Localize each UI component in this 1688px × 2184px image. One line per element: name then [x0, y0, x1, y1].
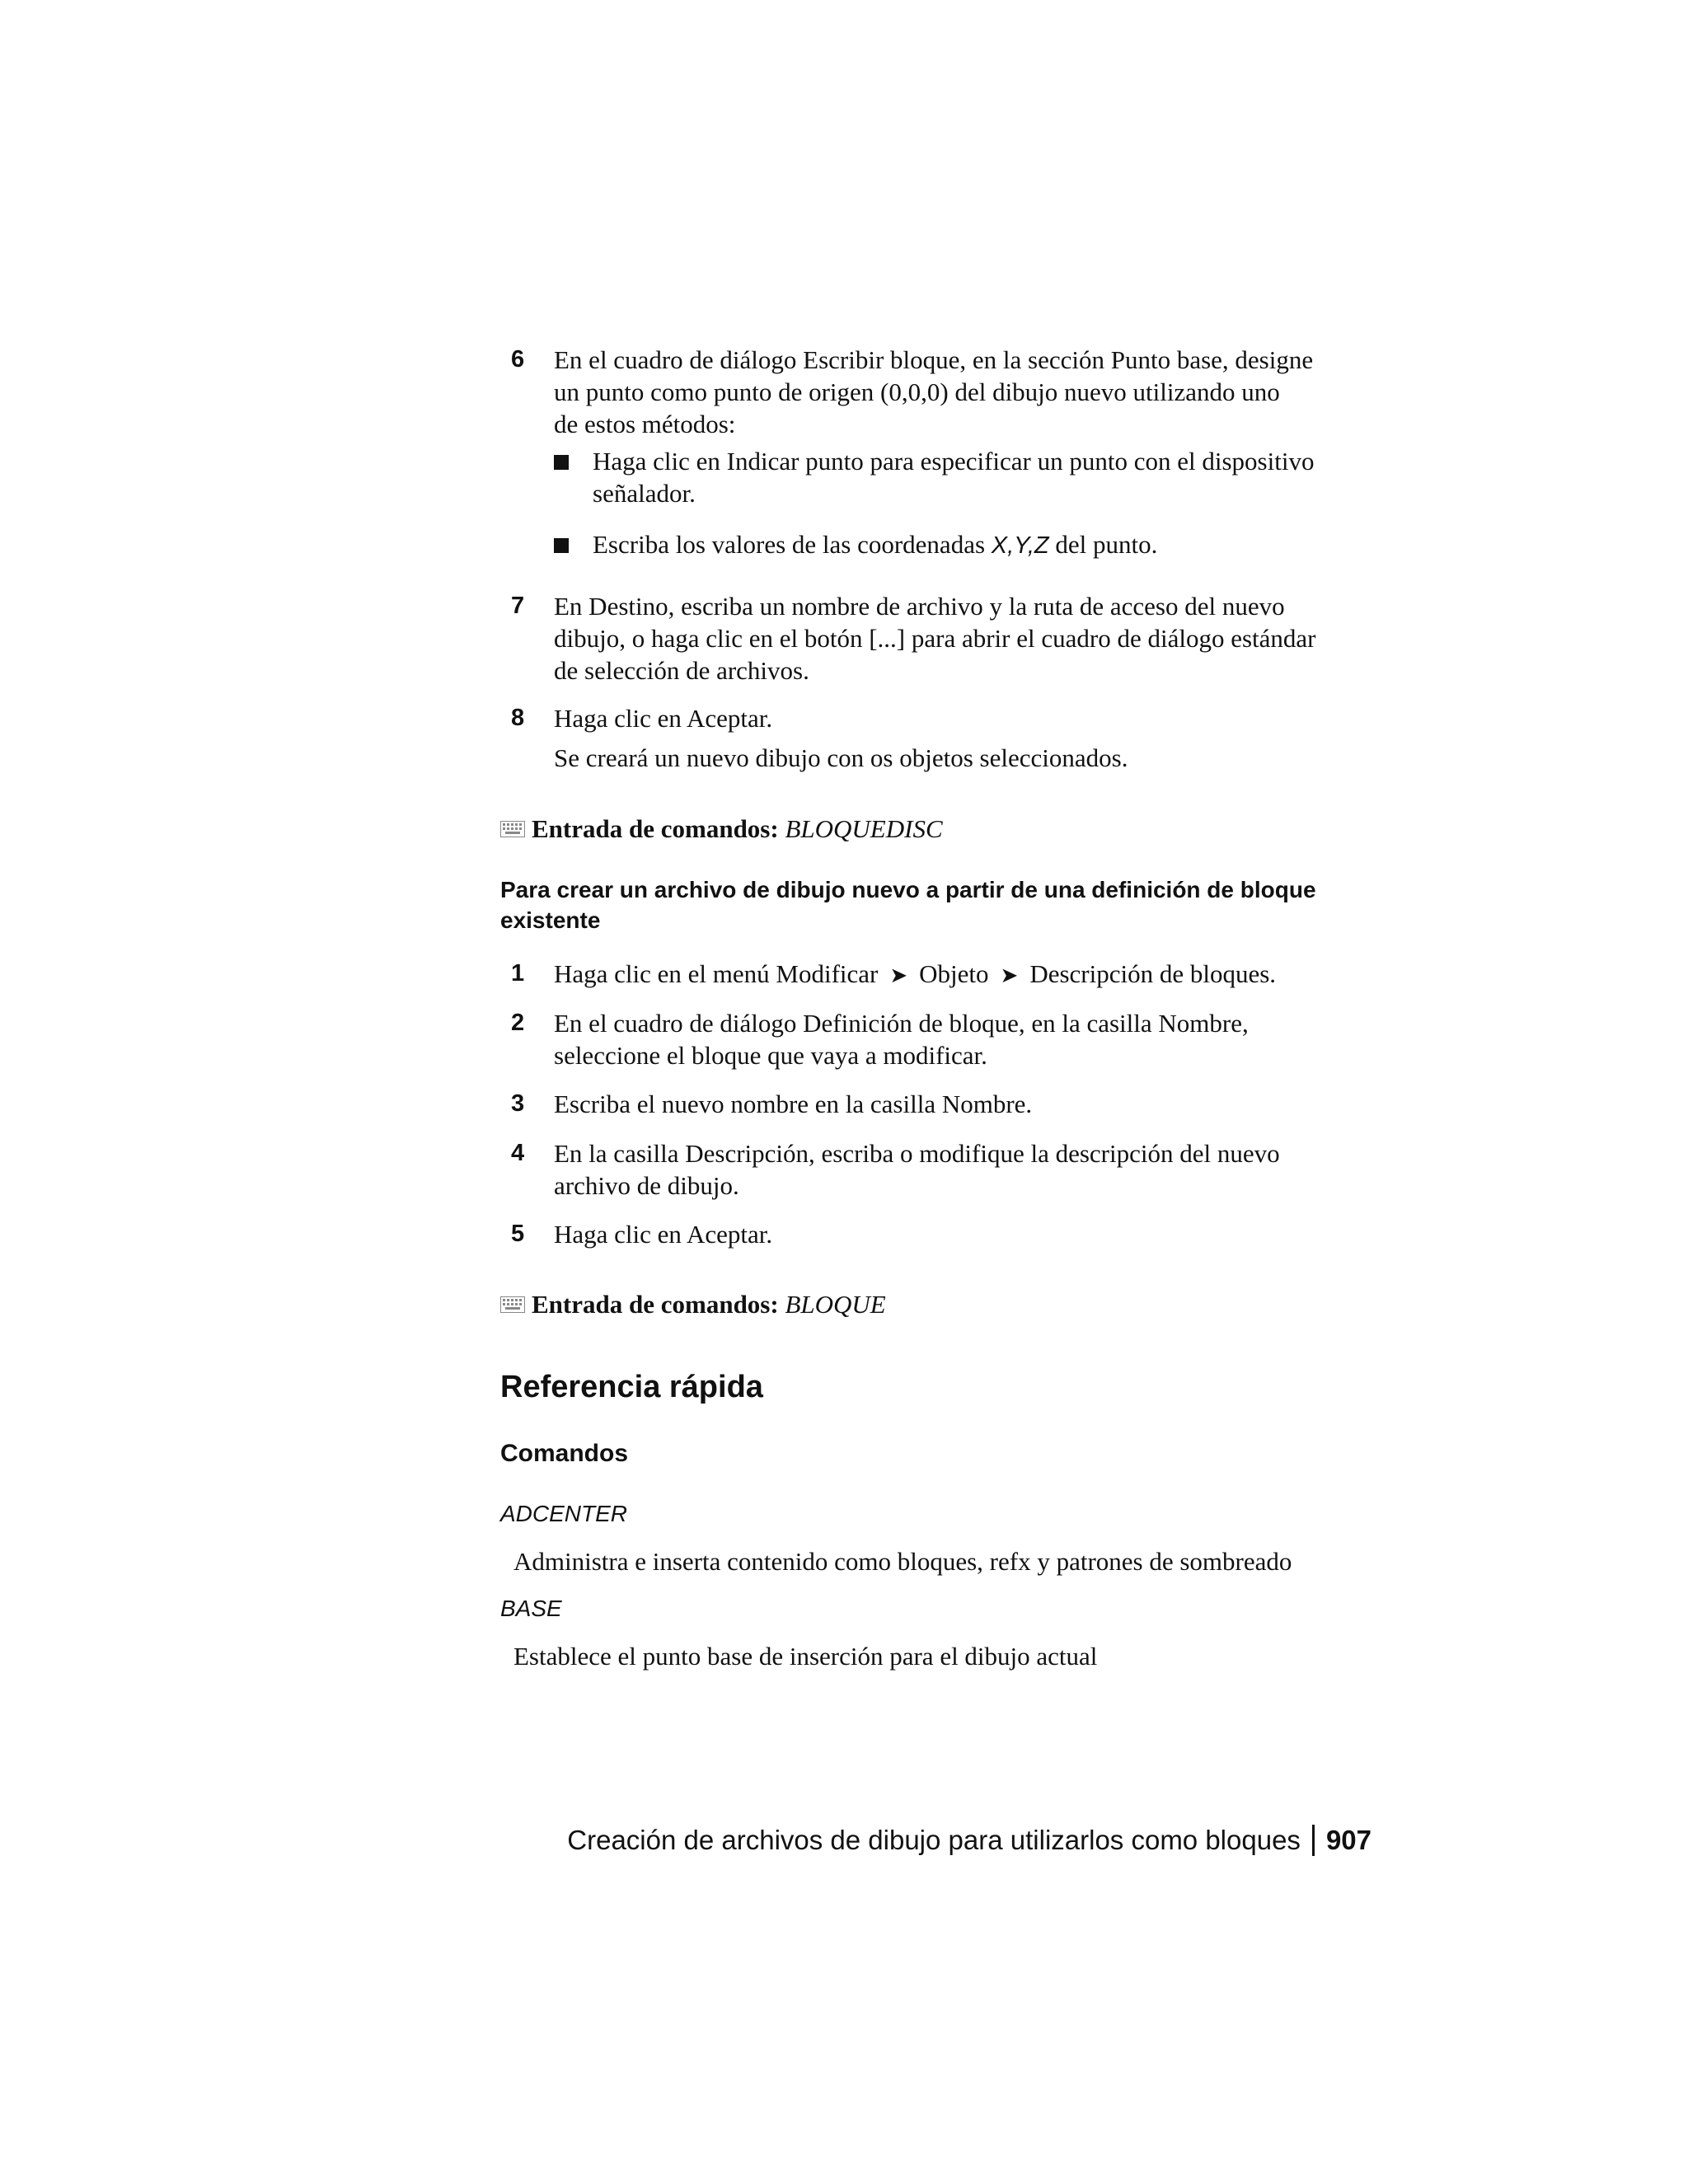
page-number: 907 — [1325, 1825, 1372, 1855]
step-text-line: En Destino, escriba un nombre de archivo y la ruta de acceso del nuevo — [554, 592, 1285, 621]
step-text-line: Haga clic en Aceptar. — [554, 704, 773, 733]
proc-step-2 — [511, 1007, 1393, 1071]
procedure-title-line: existente — [500, 907, 601, 933]
step-6 — [511, 344, 1393, 440]
proc-step-4 — [511, 1137, 1393, 1202]
step-number: 2 — [511, 1010, 525, 1036]
command-entry-label: Entrada de comandos: — [532, 1290, 779, 1319]
menu-arrow-icon: ➤ — [889, 963, 908, 988]
step-number: 6 — [511, 346, 525, 373]
step-8 — [511, 702, 1393, 774]
step-text-line: de selección de archivos. — [554, 656, 809, 685]
command-name: BLOQUE — [785, 1290, 886, 1319]
step-text-line: de estos métodos: — [554, 410, 736, 438]
step-number: 3 — [511, 1090, 525, 1117]
command-entry-label: Entrada de comandos: — [532, 814, 779, 843]
subsection-heading: Comandos — [500, 1440, 629, 1467]
step-number: 4 — [511, 1140, 525, 1166]
step-text-line: dibujo, o haga clic en el botón [...] para abrir el cuadro de diálogo estándar — [554, 624, 1316, 653]
step-7 — [511, 590, 1393, 687]
step-number: 1 — [511, 960, 525, 987]
procedure-title — [500, 874, 1399, 935]
keyboard-icon — [500, 1296, 525, 1313]
proc-step-3 — [511, 1088, 1393, 1120]
step-text-line: archivo de dibujo. — [554, 1171, 739, 1200]
step-text-line: En el cuadro de diálogo Escribir bloque, en la sección Punto base, designe — [554, 345, 1314, 374]
command-link-base[interactable]: BASE — [500, 1596, 562, 1621]
command-description: Establece el punto base de inserción para el dibujo actual — [513, 1642, 1098, 1671]
menu-path-part: Haga clic en el menú Modificar — [554, 959, 879, 988]
bullet-text-line: Haga clic en Indicar punto para especificar un punto con el dispositivo — [593, 447, 1315, 476]
bullet-text-line: señalador. — [593, 479, 696, 508]
section-heading: Referencia rápida — [500, 1370, 763, 1404]
command-name: BLOQUEDISC — [785, 814, 943, 843]
menu-path-part: Descripción de bloques. — [1029, 959, 1277, 988]
menu-path-part: Objeto — [919, 959, 989, 988]
procedure-title-line: Para crear un archivo de dibujo nuevo a partir de una definición de bloque — [500, 877, 1316, 902]
command-entry — [500, 813, 943, 845]
step-number: 8 — [511, 705, 525, 731]
step-text-line: seleccione el bloque que vaya a modificar. — [554, 1041, 987, 1070]
step-result: Se creará un nuevo dibujo con os objetos seleccionados. — [554, 743, 1128, 772]
bullet-item-indicar-punto — [554, 445, 1395, 509]
square-bullet-icon — [554, 538, 569, 553]
footer-divider — [1312, 1825, 1315, 1856]
square-bullet-icon — [554, 455, 569, 470]
bullet-text: del punto. — [1048, 530, 1158, 559]
keyboard-icon — [500, 821, 525, 837]
bullet-item-coordenadas — [554, 528, 1395, 562]
step-text-line: un punto como punto de origen (0,0,0) del dibujo nuevo utilizando uno — [554, 377, 1280, 406]
step-text-line: Escriba el nuevo nombre en la casilla Nombre. — [554, 1090, 1033, 1118]
step-number: 5 — [511, 1221, 525, 1247]
command-link-adcenter[interactable]: ADCENTER — [500, 1501, 628, 1526]
step-text-line: Haga clic en Aceptar. — [554, 1220, 773, 1249]
running-footer-title: Creación de archivos de dibujo para utilizarlos como bloques — [567, 1825, 1301, 1855]
coordinate-axes: X,Y,Z — [991, 532, 1049, 559]
step-text-line: En el cuadro de diálogo Definición de bloque, en la casilla Nombre, — [554, 1009, 1249, 1038]
proc-step-1 — [511, 958, 1393, 992]
page-footer — [567, 1823, 1372, 1858]
menu-arrow-icon: ➤ — [1000, 963, 1019, 988]
step-number: 7 — [511, 593, 525, 619]
command-description: Administra e inserta contenido como bloques, refx y patrones de sombreado — [513, 1547, 1292, 1576]
proc-step-5 — [511, 1218, 1393, 1250]
step-text-line: En la casilla Descripción, escriba o modifique la descripción del nuevo — [554, 1139, 1280, 1168]
command-entry — [500, 1288, 886, 1320]
bullet-text: Escriba los valores de las coordenadas — [593, 530, 992, 559]
